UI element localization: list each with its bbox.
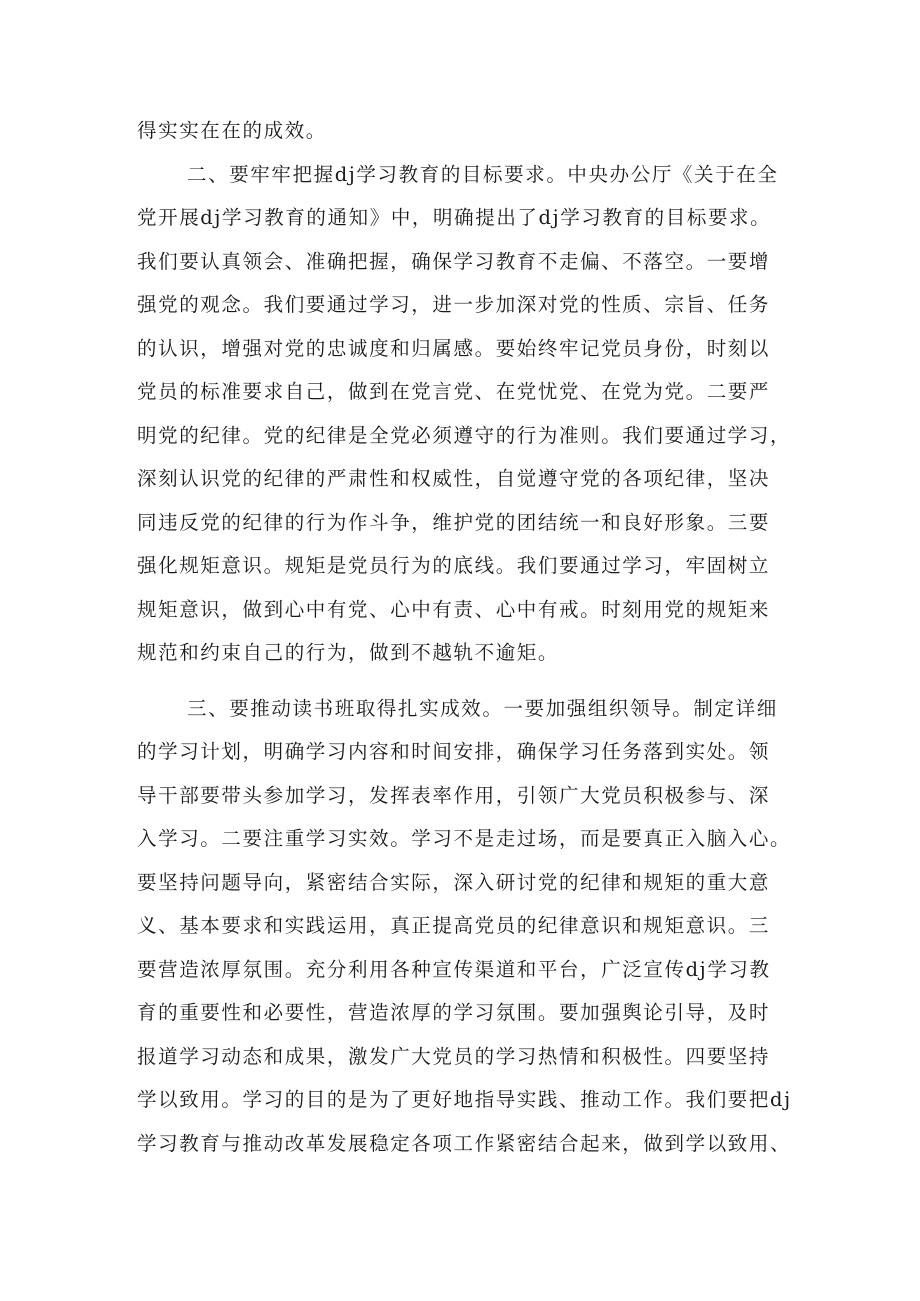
text-line: 育的重要性和必要性，营造浓厚的学习氛围。要加强舆论引导，及时 — [137, 1001, 771, 1024]
text-line: 深刻认识党的纪律的严肃性和权威性，自觉遵守党的各项纪律，坚决 — [137, 467, 771, 490]
text-line: 明党的纪律。党的纪律是全党必须遵守的行为准则。我们要通过学习， — [137, 423, 792, 447]
text-line: 要营造浓厚氛围。充分利用各种宣传渠道和平台，广泛宣传dj学习教 — [137, 957, 771, 981]
text-line: 的学习计划，明确学习内容和时间安排，确保学习任务落到实处。领 — [137, 740, 771, 763]
text-line: 报道学习动态和成果，激发广大党员的学习热情和积极性。四要坚持 — [137, 1044, 771, 1068]
text-line: 规矩意识，做到心中有党、心中有责、心中有戒。时刻用党的规矩来 — [137, 597, 771, 621]
text-line: 义、基本要求和实践运用，真正提高党员的纪律意识和规矩意识。三 — [137, 914, 771, 937]
text-line: 党员的标准要求自己，做到在党言党、在党忧党、在党为党。二要严 — [137, 380, 771, 403]
text-line: 学以致用。学习的目的是为了更好地指导实践、推动工作。我们要把dj — [137, 1088, 792, 1111]
text-line: 强化规矩意识。规矩是党员行为的底线。我们要通过学习，牢固树立 — [137, 554, 771, 577]
text-line: 强党的观念。我们要通过学习，进一步加深对党的性质、宗旨、任务 — [137, 293, 771, 316]
text-line: 我们要认真领会、准确把握，确保学习教育不走偏、不落空。一要增 — [137, 249, 771, 273]
document-body — [137, 109, 797, 1165]
paragraph-gap — [137, 675, 797, 687]
text-line: 的认识，增强对党的忠诚度和归属感。要始终牢记党员身份，时刻以 — [137, 336, 771, 360]
text-line: 规范和约束自己的行为，做到不越轨不逾矩。 — [137, 641, 560, 664]
text-line: 学习教育与推动改革发展稳定各项工作紧密结合起来，做到学以致用、 — [137, 1131, 792, 1155]
text-line: 入学习。二要注重学习实效。学习不是走过场，而是要真正入脑入心。 — [137, 827, 792, 850]
text-line: 二、要牢牢把握dj学习教育的目标要求。中央办公厅《关于在全 — [187, 162, 779, 186]
text-line: 同违反党的纪律的行为作斗争，维护党的团结统一和良好形象。三要 — [137, 510, 771, 534]
text-line: 导干部要带头参加学习，发挥表率作用，引领广大党员积极参与、深 — [137, 783, 771, 807]
text-line: 党开展dj学习教育的通知》中，明确提出了dj学习教育的目标要求。 — [137, 206, 772, 229]
text-line: 要坚持问题导向，紧密结合实际，深入研讨党的纪律和规矩的重大意 — [137, 870, 771, 894]
text-line: 三、要推动读书班取得扎实成效。一要加强组织领导。制定详细 — [187, 696, 778, 720]
text-line: 得实实在在的成效。 — [137, 119, 327, 142]
